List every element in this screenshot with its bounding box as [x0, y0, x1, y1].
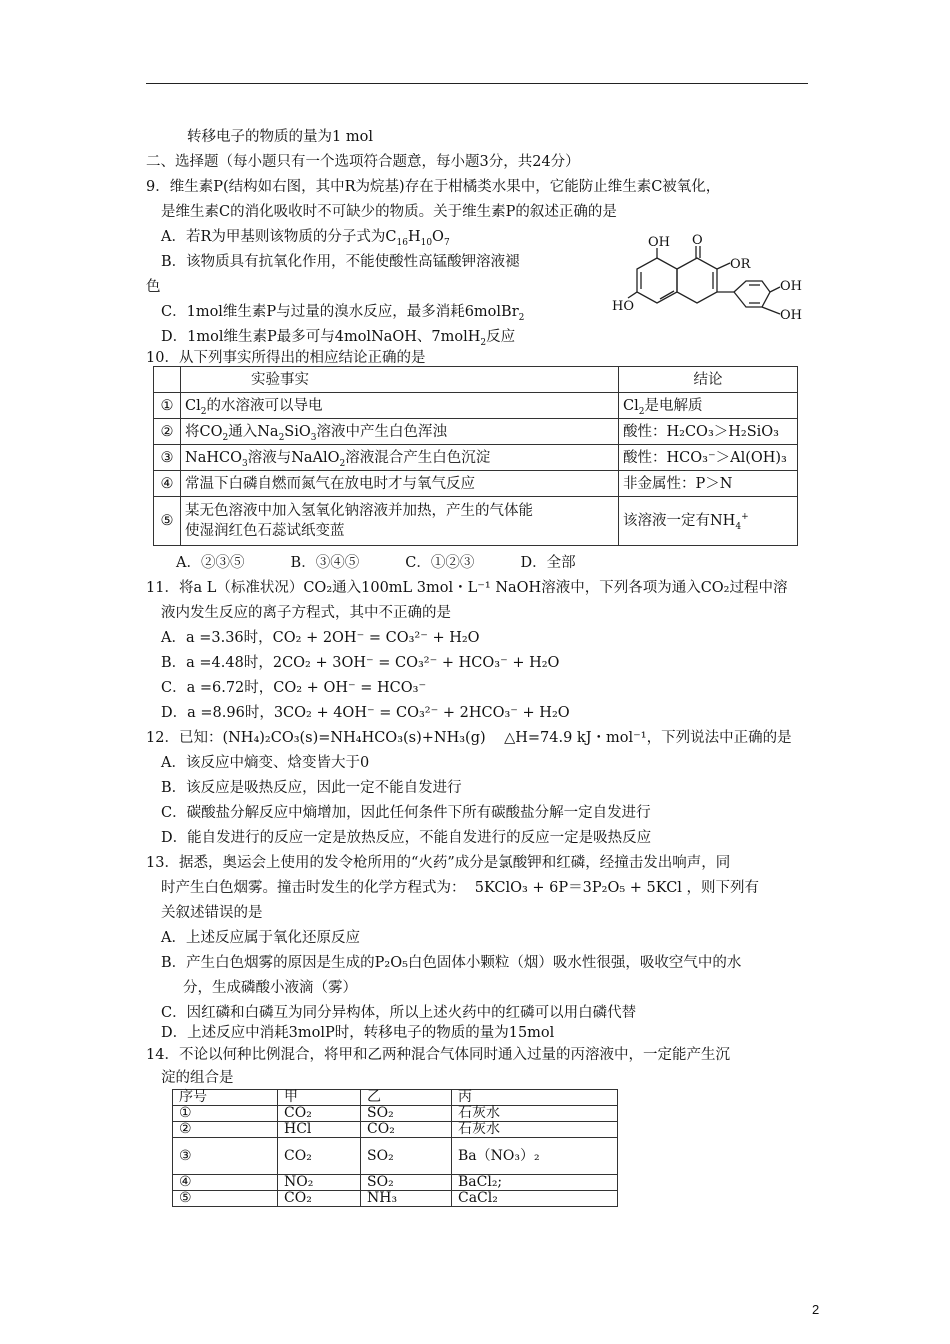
q9-option-d: D．1mol维生素P最多可与4molNaOH、7molH$_2$反应: [161, 329, 516, 348]
q9-option-b-cont: 色: [146, 279, 161, 295]
mol-label-or: OR: [730, 257, 751, 272]
cell: ①: [173, 1106, 278, 1122]
q10-header-conclusion: 结论: [619, 367, 798, 393]
table-row: [154, 393, 798, 419]
q14-table: [172, 1089, 618, 1207]
q11-option-a: A．a =3.36时，CO₂ + 2OH⁻ = CO₃²⁻ + H₂O: [161, 630, 480, 646]
cell: CO₂: [278, 1106, 361, 1122]
mol-label-oh-top: OH: [648, 235, 670, 250]
q12-option-c: C．碳酸盐分解反应中熵增加，因此任何条件下所有碳酸盐分解一定自发进行: [161, 805, 651, 821]
header-rule: [146, 83, 808, 84]
row-number: ④: [154, 471, 181, 497]
table-row: [154, 471, 798, 497]
cell: BaCl₂;: [452, 1175, 618, 1191]
cell: HCl: [278, 1122, 361, 1138]
conclusion-cell: 酸性：H₂CO₃＞H₂SiO₃: [619, 419, 798, 445]
row-number: ③: [154, 445, 181, 471]
q13-option-b: B．产生白色烟雾的原因是生成的P₂O₅白色固体小颗粒（烟）吸水性很强，吸收空气中的水: [161, 955, 742, 971]
cell: ②: [173, 1122, 278, 1138]
fact-cell: 将$CO_2$通入$Na_2SiO_3$溶液中产生白色浑浊: [181, 419, 619, 445]
cell: CO₂: [278, 1191, 361, 1207]
q14-stem-1: 14．不论以何种比例混合，将甲和乙两种混合气体同时通入过量的丙溶液中，一定能产生沉: [146, 1047, 730, 1063]
cell: Ba（NO₃）₂: [452, 1138, 618, 1175]
cell: ⑤: [173, 1191, 278, 1207]
q12-stem: 12．已知：(NH₄)₂CO₃(s)=NH₄HCO₃(s)+NH₃(g) △H=74.9 kJ・mol⁻¹，下列说法中正确的是: [146, 730, 792, 746]
q13-stem-1: 13．据悉，奥运会上使用的发令枪所用的“火药”成分是氯酸钾和红磷，经撞击发出响声，同: [146, 855, 731, 871]
q13-stem-3: 关叙述错误的是: [161, 905, 263, 921]
q10-stem: 10．从下列事实所得出的相应结论正确的是: [146, 350, 426, 366]
cell: 石灰水: [452, 1106, 618, 1122]
header-cell: 乙: [361, 1090, 452, 1106]
q9-stem-2: 是维生素C的消化吸收时不可缺少的物质。关于维生素P的叙述正确的是: [161, 204, 617, 220]
page-number: 2: [812, 1302, 820, 1317]
q10-table: [153, 366, 798, 546]
mol-label-oh-r1: OH: [780, 279, 802, 294]
header-cell: 序号: [173, 1090, 278, 1106]
cell: SO₂: [361, 1106, 452, 1122]
row-number: ⑤: [154, 497, 181, 546]
q9-option-b: B．该物质具有抗氧化作用，不能使酸性高锰酸钾溶液褪: [161, 254, 520, 270]
q13-stem-2: 时产生白色烟雾。撞击时发生的化学方程式为： 5KClO₃ + 6P＝3P₂O₅ + 5KCl ，则下列有: [161, 880, 760, 896]
q10-header-row: [154, 367, 798, 393]
mol-label-oh-r2: OH: [780, 308, 802, 323]
cell: SO₂: [361, 1138, 452, 1175]
q11-stem-2: 液内发生反应的离子方程式，其中不正确的是: [161, 605, 451, 621]
mol-label-ho: HO: [612, 299, 634, 314]
table-row: [154, 445, 798, 471]
header-cell: 甲: [278, 1090, 361, 1106]
table-row: [154, 497, 798, 546]
row-number: ②: [154, 419, 181, 445]
q9-option-c: C．1mol维生素P与过量的溴水反应，最多消耗6molBr$_2$: [161, 304, 525, 323]
table-row: [173, 1138, 618, 1175]
cell: CO₂: [361, 1122, 452, 1138]
cell: CaCl₂: [452, 1191, 618, 1207]
q10-options: A．②③⑤ B．③④⑤ C．①②③ D．全部: [176, 555, 576, 571]
cell: SO₂: [361, 1175, 452, 1191]
table-row: [173, 1191, 618, 1207]
cell: NH₃: [361, 1191, 452, 1207]
q9-stem-1: 9．维生素P(结构如右图，其中R为烷基)存在于柑橘类水果中，它能防止维生素C被氧化，: [146, 179, 721, 195]
q10-header-num: [154, 367, 181, 393]
cell: ③: [173, 1138, 278, 1175]
q11-option-c: C．a =6.72时，CO₂ + OH⁻ = HCO₃⁻: [161, 680, 427, 696]
table-row: [173, 1122, 618, 1138]
conclusion-cell: 非金属性：P＞N: [619, 471, 798, 497]
q12-option-a: A．该反应中熵变、焓变皆大于0: [161, 755, 370, 771]
cell: NO₂: [278, 1175, 361, 1191]
conclusion-cell: 该溶液一定有$NH_4^+$: [619, 497, 798, 546]
mol-label-o-top: O: [692, 233, 703, 248]
header-cell: 丙: [452, 1090, 618, 1106]
continuation-line: 转移电子的物质的量为1 mol: [187, 129, 373, 145]
q13-option-b-cont: 分，生成磷酸小液滴（雾）: [183, 980, 357, 996]
q11-option-d: D．a =8.96时，3CO₂ + 4OH⁻ = CO₃²⁻ + 2HCO₃⁻ + H₂O: [161, 705, 570, 721]
q11-stem-1: 11．将a L（标准状况）CO₂通入100mL 3mol・L⁻¹ NaOH溶液中，下列各项为通入CO₂过程中溶: [146, 580, 788, 596]
fact-cell: 某无色溶液中加入氢氧化钠溶液并加热，产生的气体能 使湿润红色石蕊试纸变蓝: [181, 497, 619, 546]
section-header: 二、选择题（每小题只有一个选项符合题意，每小题3分，共24分）: [146, 154, 580, 170]
q12-option-b: B．该反应是吸热反应，因此一定不能自发进行: [161, 780, 462, 796]
q10-header-fact: 实验事实: [181, 367, 619, 393]
table-row: [154, 419, 798, 445]
conclusion-cell: 酸性：HCO₃⁻＞Al(OH)₃: [619, 445, 798, 471]
fact-cell: $Cl_2$的水溶液可以导电: [181, 393, 619, 419]
fact-cell: 常温下白磷自燃而氮气在放电时才与氧气反应: [181, 471, 619, 497]
q13-option-a: A．上述反应属于氧化还原反应: [161, 930, 360, 946]
q14-header-row: [173, 1090, 618, 1106]
vitamin-p-structure: [612, 232, 812, 332]
cell: 石灰水: [452, 1122, 618, 1138]
table-row: [173, 1175, 618, 1191]
table-row: [173, 1106, 618, 1122]
q12-option-d: D．能自发进行的反应一定是放热反应，不能自发进行的反应一定是吸热反应: [161, 830, 652, 846]
q11-option-b: B．a =4.48时，2CO₂ + 3OH⁻ = CO₃²⁻ + HCO₃⁻ + H₂O: [161, 655, 560, 671]
cell: ④: [173, 1175, 278, 1191]
fact-cell: NaHCO$_3$溶液与NaAlO$_2$溶液混合产生白色沉淀: [181, 445, 619, 471]
q13-option-d: D．上述反应中消耗3molP时，转移电子的物质的量为15mol: [161, 1025, 555, 1041]
row-number: ①: [154, 393, 181, 419]
q13-option-c: C．因红磷和白磷互为同分异构体，所以上述火药中的红磷可以用白磷代替: [161, 1005, 637, 1021]
conclusion-cell: $Cl_2$是电解质: [619, 393, 798, 419]
q9-option-a: A．若R为甲基则该物质的分子式为$C_{16}H_{10}O_7$: [161, 229, 450, 248]
cell: CO₂: [278, 1138, 361, 1175]
q14-stem-2: 淀的组合是: [161, 1070, 234, 1086]
